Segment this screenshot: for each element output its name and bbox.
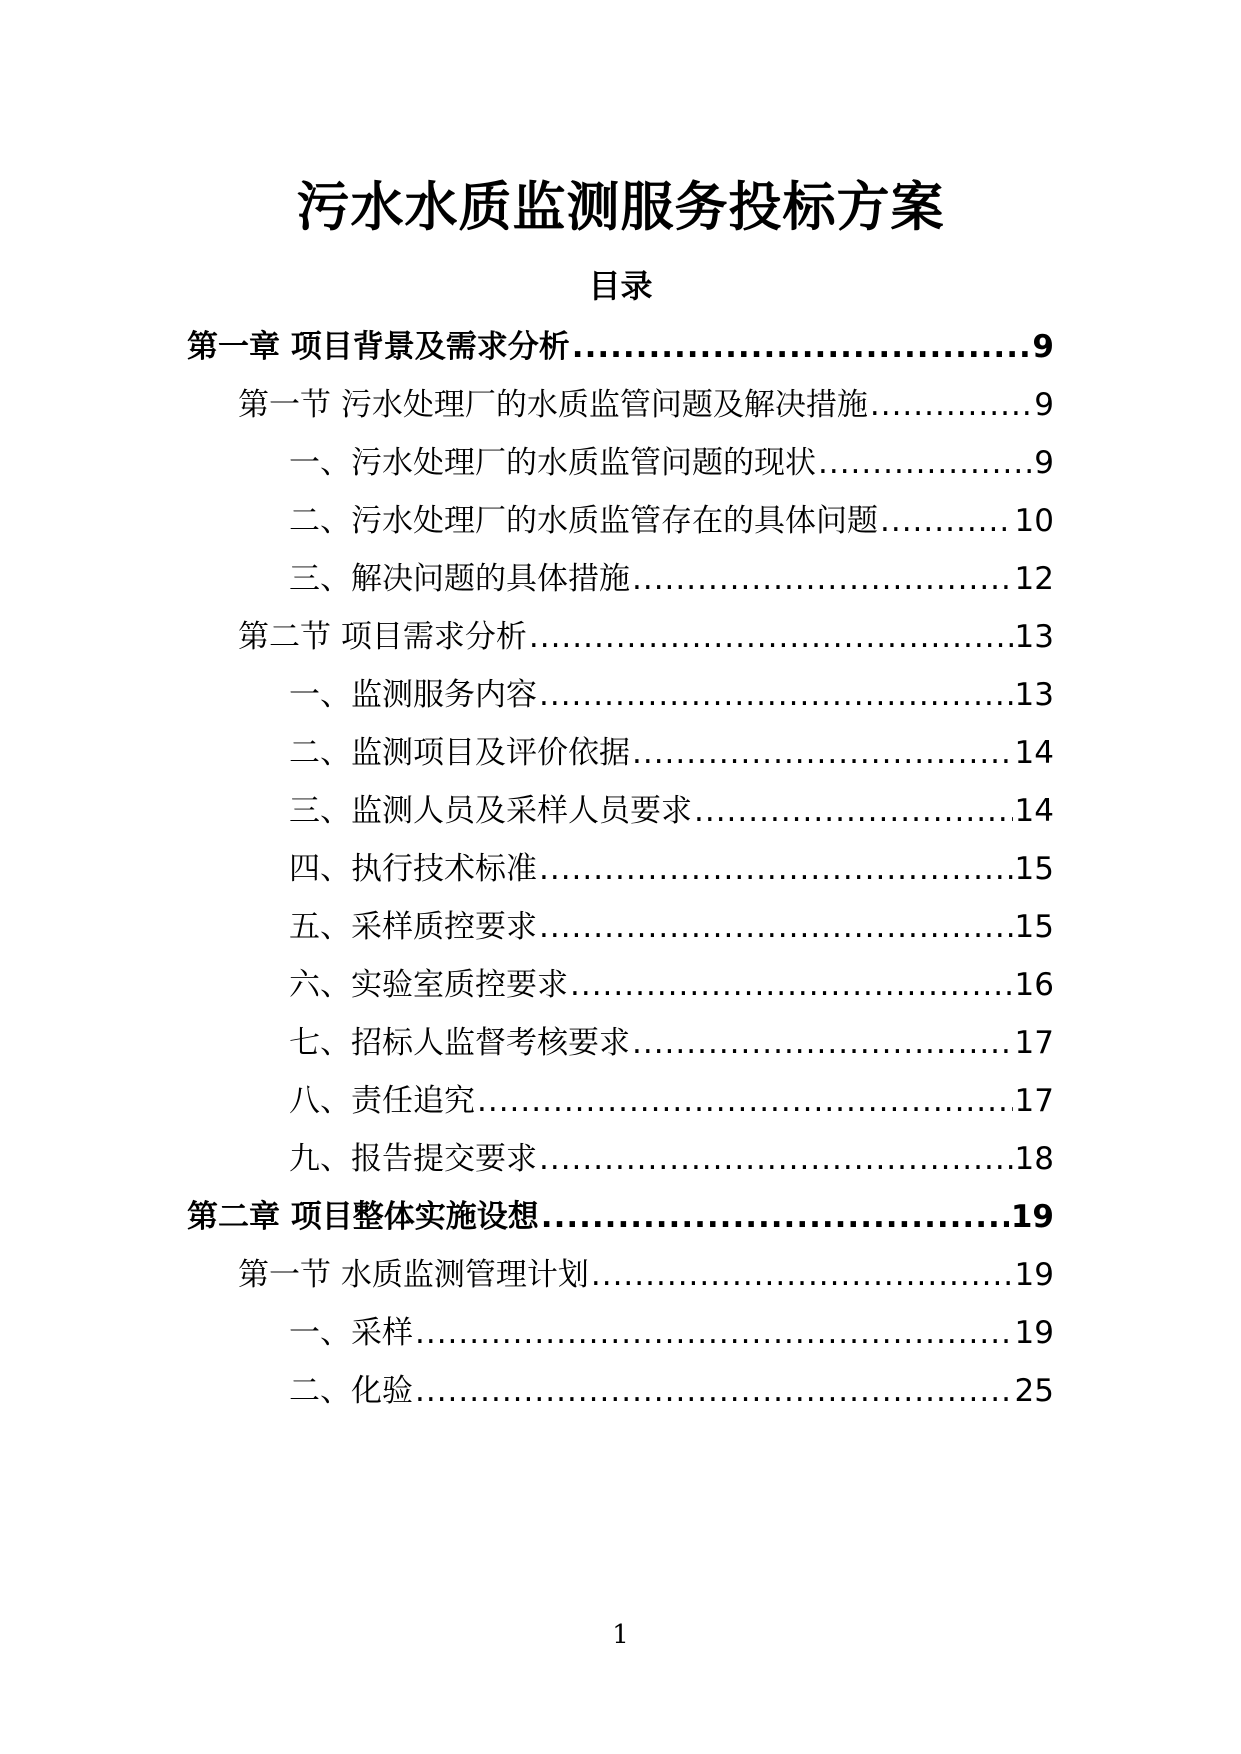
toc-dot-leader [632,1018,1013,1068]
toc-page-number: 19 [1014,1315,1054,1351]
toc-subsection-entry[interactable] [289,960,1054,1010]
toc-page-number: 17 [1014,1083,1054,1119]
toc-subsection-entry[interactable] [289,1018,1054,1068]
toc-subsection-entry[interactable] [289,902,1054,952]
toc-dot-leader [541,1192,1009,1242]
document-title: 污水水质监测服务投标方案 [296,177,945,238]
page-number: 1 [612,1620,629,1650]
toc-entry-title: 七、招标人监督考核要求 [289,1025,630,1061]
toc-page-number: 14 [1014,735,1054,771]
toc-page-number: 14 [1014,793,1054,829]
toc-page-number: 19 [1010,1199,1054,1235]
toc-subsection-entry[interactable] [289,728,1054,778]
toc-dot-leader [632,554,1013,604]
toc-entry-title: 第一章 项目背景及需求分析 [187,329,570,365]
toc-dot-leader [539,902,1013,952]
toc-entry-title: 三、监测人员及采样人员要求 [289,793,692,829]
toc-subsection-entry[interactable] [289,1366,1054,1416]
toc-dot-leader [415,1366,1013,1416]
toc-entry-title: 二、监测项目及评价依据 [289,735,630,771]
toc-entry-title: 八、责任追究 [289,1083,475,1119]
toc-subsection-entry[interactable] [289,554,1054,604]
toc-dot-leader [529,612,1013,662]
toc-dot-leader [880,496,1013,546]
toc-dot-leader [415,1308,1013,1358]
toc-chapter-entry[interactable] [187,322,1054,372]
toc-page-number: 19 [1014,1257,1054,1293]
toc-dot-leader [477,1076,1013,1126]
toc-page-number: 15 [1014,851,1054,887]
toc-heading: 目录 [588,267,653,305]
toc-entry-title: 一、污水处理厂的水质监管问题的现状 [289,445,816,481]
toc-subsection-entry[interactable] [289,1308,1054,1358]
toc-dot-leader [591,1250,1013,1300]
toc-chapter-entry[interactable] [187,1192,1054,1242]
toc-page-number: 18 [1014,1141,1054,1177]
toc-subsection-entry[interactable] [289,1134,1054,1184]
toc-dot-leader [870,380,1032,430]
toc-subsection-entry[interactable] [289,496,1054,546]
toc-dot-leader [572,322,1031,372]
toc-entry-title: 四、执行技术标准 [289,851,537,887]
toc-page-number: 12 [1014,561,1054,597]
toc-section-entry[interactable] [238,612,1054,662]
toc-dot-leader [694,786,1013,836]
toc-entry-title: 一、采样 [289,1315,413,1351]
toc-subsection-entry[interactable] [289,438,1054,488]
toc-page-number: 25 [1014,1373,1054,1409]
toc-page-number: 13 [1014,619,1054,655]
toc-dot-leader [632,728,1013,778]
toc-dot-leader [570,960,1013,1010]
toc-entry-title: 三、解决问题的具体措施 [289,561,630,597]
toc-dot-leader [539,1134,1013,1184]
toc-page-number: 15 [1014,909,1054,945]
toc-entry-title: 第一节 水质监测管理计划 [238,1257,589,1293]
toc-entry-title: 二、污水处理厂的水质监管存在的具体问题 [289,503,878,539]
toc-entry-title: 九、报告提交要求 [289,1141,537,1177]
toc-page-number: 16 [1014,967,1054,1003]
toc-entry-title: 第一节 污水处理厂的水质监管问题及解决措施 [238,387,868,423]
toc-subsection-entry[interactable] [289,670,1054,720]
toc-subsection-entry[interactable] [289,844,1054,894]
toc-subsection-entry[interactable] [289,786,1054,836]
toc-entry-title: 第二节 项目需求分析 [238,619,527,655]
toc-subsection-entry[interactable] [289,1076,1054,1126]
toc-dot-leader [539,844,1013,894]
toc-dot-leader [818,438,1032,488]
toc-entry-title: 第二章 项目整体实施设想 [187,1199,539,1235]
toc-page-number: 17 [1014,1025,1054,1061]
toc-page-number: 10 [1014,503,1054,539]
toc-section-entry[interactable] [238,380,1054,430]
toc-entry-title: 五、采样质控要求 [289,909,537,945]
toc-entry-title: 一、监测服务内容 [289,677,537,713]
toc-page-number: 9 [1034,445,1054,481]
toc-section-entry[interactable] [238,1250,1054,1300]
toc-page-number: 9 [1034,387,1054,423]
toc-dot-leader [539,670,1013,720]
toc-page-number: 9 [1032,329,1054,365]
toc-page-number: 13 [1014,677,1054,713]
toc-entry-title: 二、化验 [289,1373,413,1409]
toc-entry-title: 六、实验室质控要求 [289,967,568,1003]
